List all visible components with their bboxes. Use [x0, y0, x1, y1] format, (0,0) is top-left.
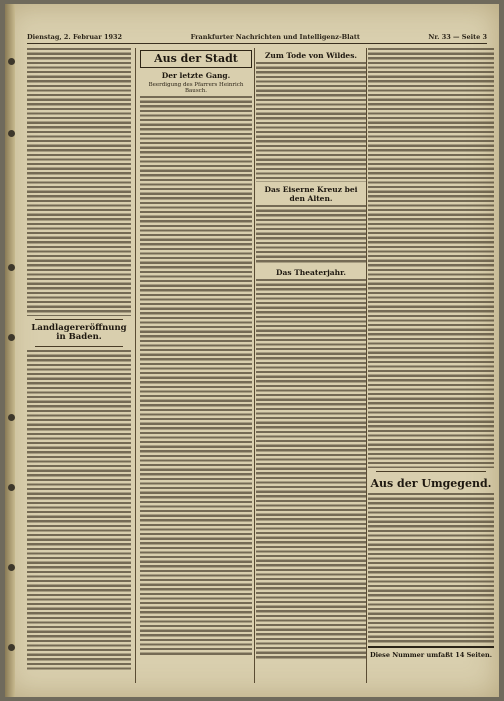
header-date: Dienstag, 2. Februar 1932	[27, 33, 123, 41]
city-article-title: Der letzte Gang.	[161, 71, 231, 81]
article-body-text	[256, 205, 366, 265]
divider	[35, 346, 123, 347]
divider	[368, 646, 494, 648]
column-rule	[366, 48, 367, 683]
column-4	[368, 48, 494, 685]
article-body-text	[256, 279, 366, 659]
region-section-title: Aus der Umgegend.	[370, 477, 492, 490]
city-section-title: Aus der Stadt	[140, 50, 252, 68]
fair-article-title: Landlagereröffnung in Baden.	[31, 323, 127, 343]
column-rule	[135, 48, 136, 683]
article-body-text	[368, 48, 494, 468]
article-body-text	[140, 96, 252, 656]
header-page-number: Nr. 33 — Seite 3	[428, 33, 487, 41]
article-body-text	[27, 48, 131, 316]
page-count-notice: Diese Nummer umfaßt 14 Seiten.	[369, 651, 493, 660]
column-rule	[254, 48, 255, 683]
column-1	[27, 48, 131, 685]
article-body-text	[256, 62, 366, 182]
divider	[35, 319, 123, 320]
newspaper-page	[5, 4, 499, 697]
death-article-title: Zum Tode von Wildes.	[264, 51, 358, 60]
divider	[376, 471, 486, 472]
article-body-text	[27, 350, 131, 670]
header-masthead: Frankfurter Nachrichten und Intelligenz-Blatt	[190, 33, 360, 41]
page-header	[27, 33, 487, 44]
iron-cross-title: Das Eiserne Kreuz bei den Alten.	[264, 185, 358, 203]
article-body-text	[368, 493, 494, 643]
city-article-subtitle: Beerdigung des Pfarrers Heinrich Bausch.	[148, 82, 244, 95]
theater-article-title: Das Theaterjahr.	[276, 268, 346, 277]
column-3	[256, 48, 366, 685]
column-2	[140, 48, 252, 685]
page-binding-edge	[5, 4, 15, 697]
